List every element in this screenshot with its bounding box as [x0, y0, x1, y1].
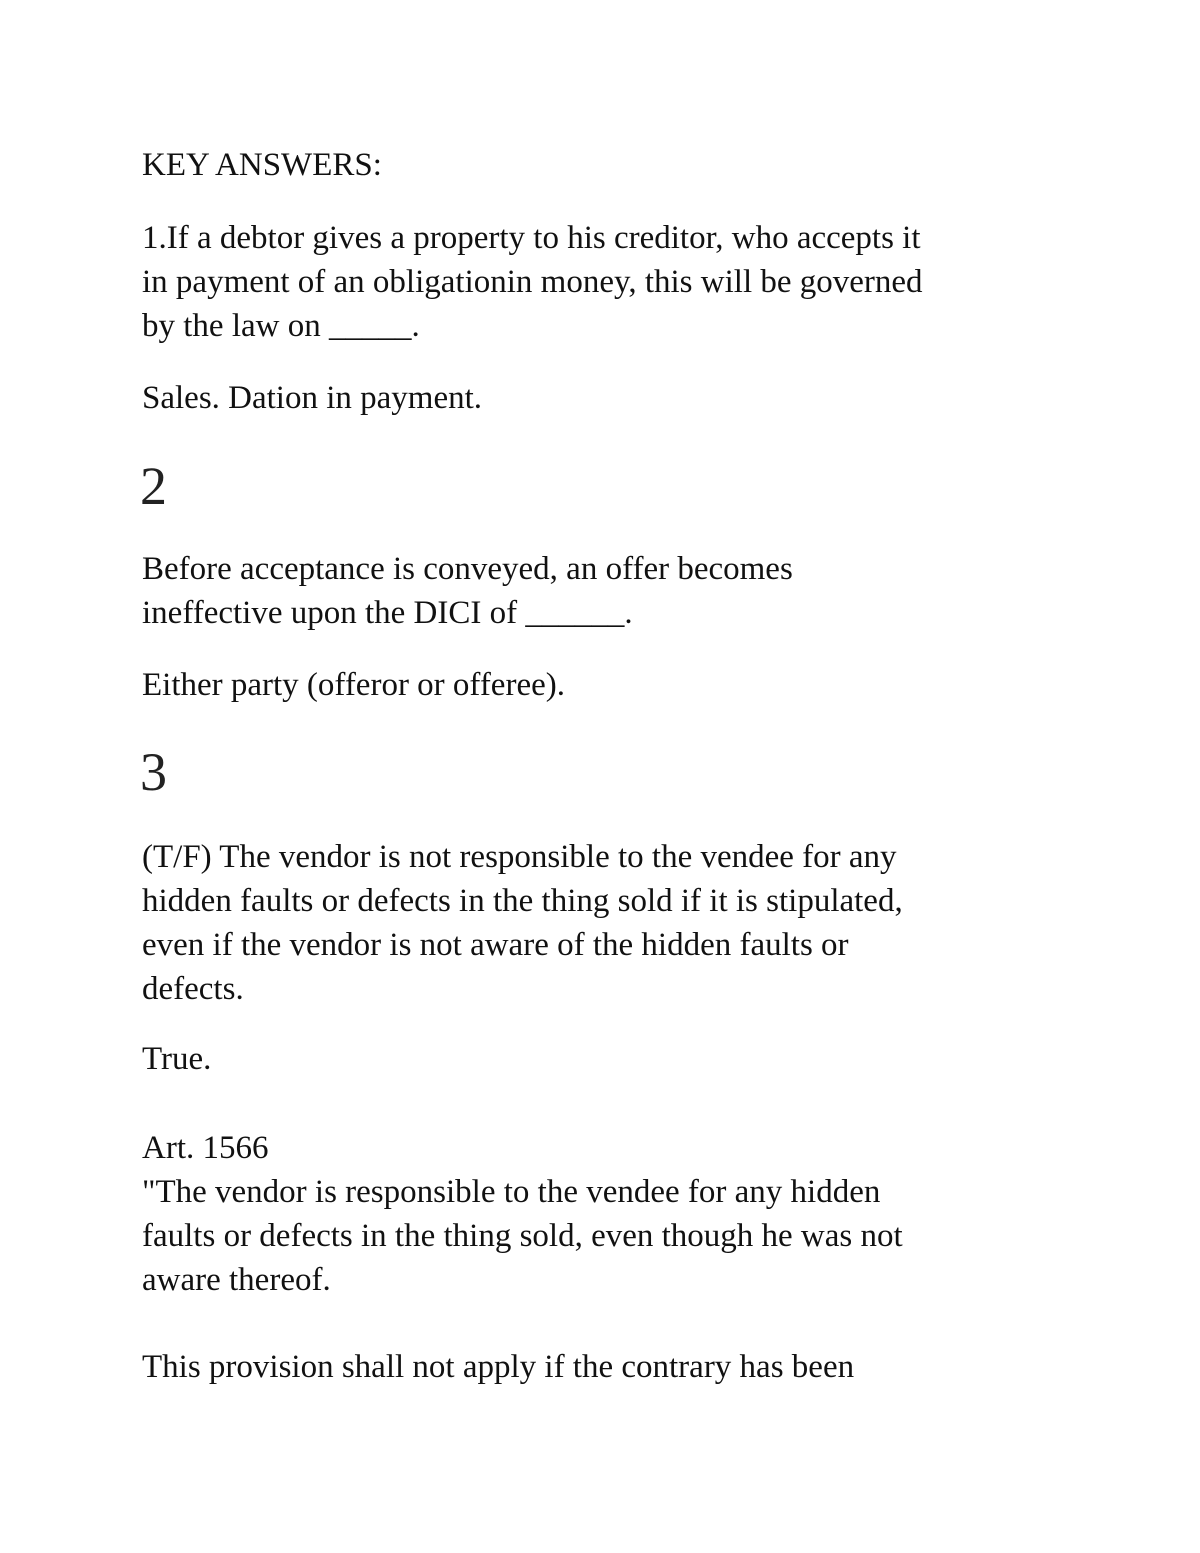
question-1-line-1: 1.If a debtor gives a property to his creditor, who accepts it: [142, 220, 921, 256]
article-quote-line-2: faults or defects in the thing sold, even though he was not: [142, 1218, 903, 1254]
article-quote-line-3: aware thereof.: [142, 1262, 331, 1298]
provision-text: This provision shall not apply if the contrary has been: [142, 1349, 855, 1385]
article-quote-line-1: "The vendor is responsible to the vendee for any hidden: [142, 1174, 881, 1210]
article-heading: Art. 1566: [142, 1130, 269, 1166]
question-2-line-1: Before acceptance is conveyed, an offer becomes: [142, 551, 793, 587]
question-3-line-3: even if the vendor is not aware of the hidden faults or: [142, 927, 849, 963]
question-3-line-2: hidden faults or defects in the thing sold if it is stipulated,: [142, 883, 903, 919]
question-1-line-2: in payment of an obligationin money, this will be governed: [142, 264, 923, 300]
question-3-line-4: defects.: [142, 971, 244, 1007]
question-1-line-3: by the law on _____.: [142, 308, 420, 344]
question-3-line-1: (T/F) The vendor is not responsible to the vendee for any: [142, 839, 897, 875]
question-3-number: 3: [140, 742, 167, 802]
answer-2: Either party (offeror or offeree).: [142, 667, 565, 703]
document-heading: KEY ANSWERS:: [142, 147, 382, 183]
answer-3: True.: [142, 1041, 212, 1077]
question-2-line-2: ineffective upon the DICI of ______.: [142, 595, 633, 631]
question-2-number: 2: [140, 456, 167, 516]
answer-1: Sales. Dation in payment.: [142, 380, 483, 416]
